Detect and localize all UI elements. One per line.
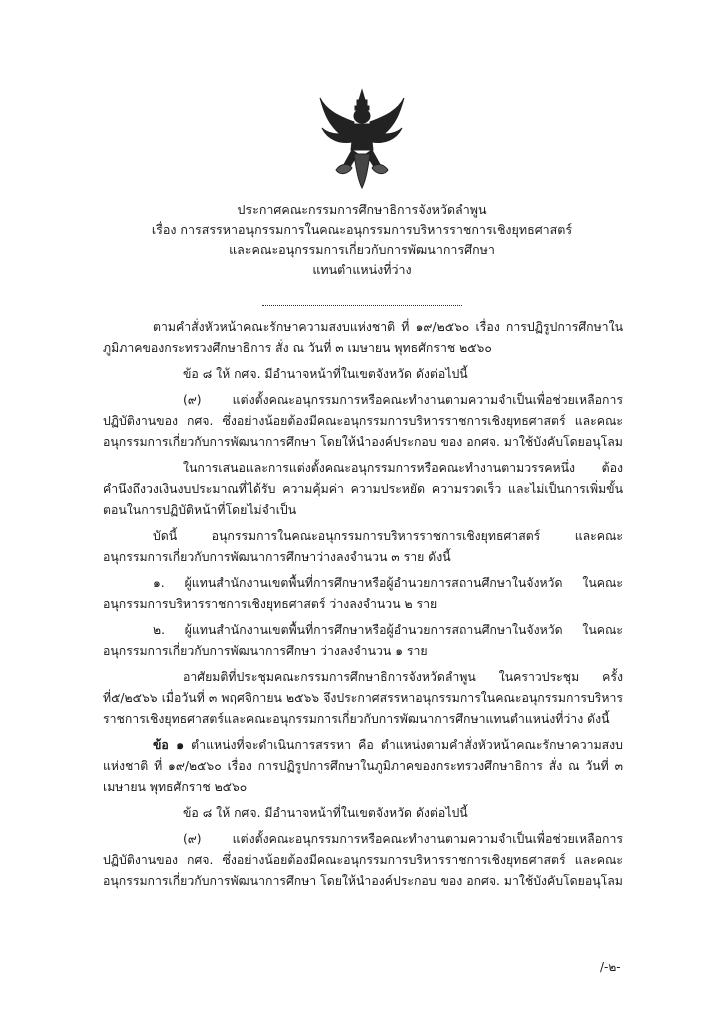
paragraph-3: (๙) แต่งตั้งคณะอนุกรรมการหรือคณะทำงานตามความจำเป็นเพื่อช่วยเหลือการปฏิบัติงานของ กศจ. ซึ่งอย่างน้อยต้องมีคณะอนุกรรมการบริหารราชการเชิงยุทธศาสตร์ และคณะอนุกรรมการเกี่ยวกับการพัฒนาการศึกษา โดยให้นำองค์ประกอบ ของ อกศจ. มาใช้บังคับโดยอนุโลม xyxy=(103,393,623,449)
announcement-subject: เรื่อง การสรรหาอนุกรรมการในคณะอนุกรรมการบริหารราชการเชิงยุทธศาสตร์ xyxy=(151,222,573,237)
paragraph-7: ๒. ผู้แทนสำนักงานเขตพื้นที่การศึกษาหรือผู้อำนวยการสถานศึกษาในจังหวัด ในคณะอนุกรรมการเกี่ยวกับการพัฒนาการศึกษา ว่างลงจำนวน ๑ ราย xyxy=(103,623,623,658)
paragraph-1: ตามคำสั่งหัวหน้าคณะรักษาความสงบแห่งชาติ ที่ ๑๙/๒๕๖๐ เรื่อง การปฏิรูปการศึกษาในภูมิภาคของกระทรวงศึกษาธิการ สั่ง ณ วันที่ ๓ เมษายน พุทธศักราช ๒๕๖๐ xyxy=(103,320,623,355)
document-body xyxy=(103,317,623,897)
dotted-divider xyxy=(262,305,462,306)
paragraph-10: ข้อ ๘ ให้ กศจ. มีอำนาจหน้าที่ในเขตจังหวัด ดังต่อไปนี้ xyxy=(183,806,468,820)
paragraph-9 xyxy=(103,735,623,798)
page-number: /-๒- xyxy=(600,960,621,974)
paragraph-11: (๙) แต่งตั้งคณะอนุกรรมการหรือคณะทำงานตามความจำเป็นเพื่อช่วยเหลือการปฏิบัติงานของ กศจ. ซึ่งอย่างน้อยต้องมีคณะอนุกรรมการบริหารราชการเชิงยุทธศาสตร์ และคณะอนุกรรมการเกี่ยวกับการพัฒนาการศึกษา โดยให้นำองค์ประกอบ ของ อกศจ. มาใช้บังคับโดยอนุโลม xyxy=(103,832,623,888)
paragraph-8: อาศัยมติที่ประชุมคณะกรรมการศึกษาธิการจังหวัดลำพูน ในคราวประชุม ครั้งที่๕/๒๕๖๖ เมื่อวันที่ ๓ พฤศจิกายน ๒๕๖๖ จึงประกาศสรรหาอนุกรรมการในคณะอนุกรรมการบริหารราชการเชิงยุทธศาสตร์และคณะอนุกรรมการเกี่ยวกับการพัฒนาการศึกษาแทนตำแหน่งที่ว่าง ดังนี้ xyxy=(103,670,623,726)
announcement-subject-cont: และคณะอนุกรรมการเกี่ยวกับการพัฒนาการศึกษา xyxy=(229,242,495,257)
announcement-title: ประกาศคณะกรรมการศึกษาธิการจังหวัดลำพูน xyxy=(237,202,487,217)
garuda-emblem xyxy=(318,88,406,190)
paragraph-2: ข้อ ๘ ให้ กศจ. มีอำนาจหน้าที่ในเขตจังหวัด ดังต่อไปนี้ xyxy=(183,367,468,381)
paragraph-6: ๑. ผู้แทนสำนักงานเขตพื้นที่การศึกษาหรือผู้อำนวยการสถานศึกษาในจังหวัด ในคณะอนุกรรมการบริหารราชการเชิงยุทธศาสตร์ ว่างลงจำนวน ๒ ราย xyxy=(103,576,623,611)
clause-label: ข้อ ๑ xyxy=(153,738,185,752)
clause-text: ตำแหน่งที่จะดำเนินการสรรหา คือ ตำแหน่งตามคำสั่งหัวหน้าคณะรักษาความสงบแห่งชาติ ที่ ๑๙/๒๕๖๐ เรื่อง การปฏิรูปการศึกษาในภูมิภาคของกระทรวงศึกษาธิการ สั่ง ณ วันที่ ๓ เมษายน พุทธศักราช ๒๕๖๐ xyxy=(103,738,623,794)
paragraph-5: บัดนี้ อนุกรรมการในคณะอนุกรรมการบริหารราชการเชิงยุทธศาสตร์ และคณะอนุกรรมการเกี่ยวกับการพัฒนาการศึกษาว่างลงจำนวน ๓ ราย ดังนี้ xyxy=(103,529,623,564)
paragraph-4: ในการเสนอและการแต่งตั้งคณะอนุกรรมการหรือคณะทำงานตามวรรคหนึ่ง ต้องคำนึงถึงวงเงินงบประมาณที่ได้รับ ความคุ้มค่า ความประหยัด ความรวดเร็ว และไม่เป็นการเพิ่มขั้นตอนในการปฏิบัติหน้าที่โดยไม่จำเป็น xyxy=(103,461,623,517)
announcement-subject-end: แทนตำแหน่งที่ว่าง xyxy=(312,262,412,277)
